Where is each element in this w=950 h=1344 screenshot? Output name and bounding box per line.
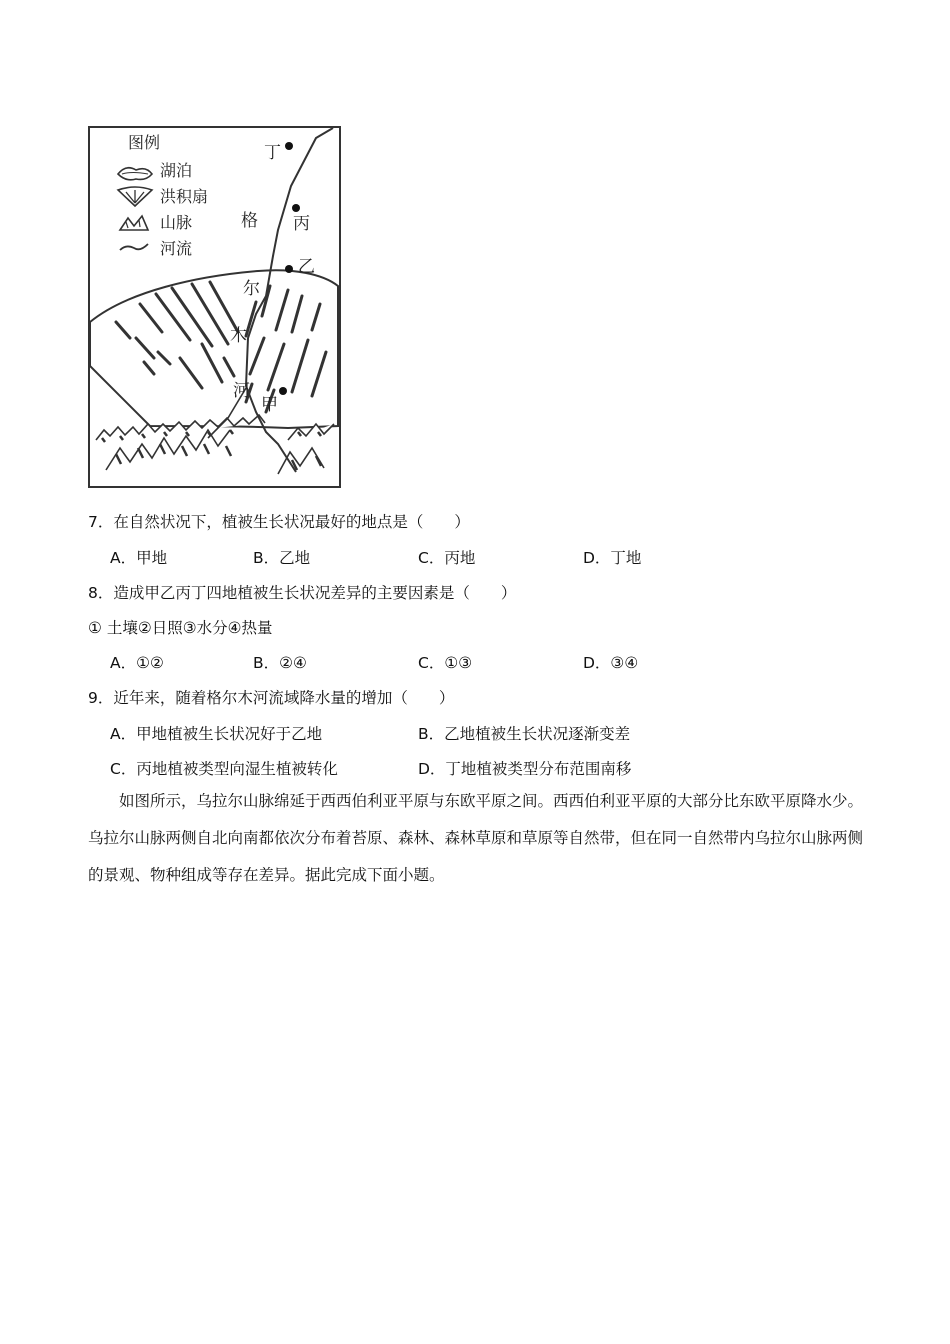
river-label-er: 尔 — [243, 279, 260, 299]
legend-label-lake: 湖泊 — [160, 161, 193, 180]
legend-label-mountain: 山脉 — [160, 213, 193, 232]
point-jia-dot — [279, 387, 287, 395]
legend-label-river: 河流 — [160, 239, 193, 258]
legend-label-fan: 洪积扇 — [160, 187, 209, 206]
point-jia-label: 甲 — [261, 395, 278, 415]
question-7-option-b[interactable]: B．乙地 — [253, 549, 311, 567]
point-bing-dot — [292, 204, 300, 212]
point-yi-dot — [285, 265, 293, 273]
river-label-he: 河 — [233, 381, 250, 401]
question-9-option-a[interactable]: A．甲地植被生长状况好于乙地 — [110, 725, 323, 743]
passage-paragraph: 如图所示，乌拉尔山脉绵延于西西伯利亚平原与东欧平原之间。西西伯利亚平原的大部分比东欧平原降水少。乌拉尔山脉两侧自北向南都依次分布着苔原、森林、森林草原和草原等自然带，但在同一自然带内乌拉尔山脉两侧的景观、物种组成等存在差异。据此完成下面小题。 — [88, 792, 864, 884]
map-figure — [88, 126, 341, 488]
question-9-option-c[interactable]: C．丙地植被类型向湿生植被转化 — [110, 760, 338, 778]
question-7-option-a[interactable]: A．甲地 — [110, 549, 168, 567]
river-label-ge: 格 — [241, 211, 258, 231]
question-8-note: ① 土壤②日照③水分④热量 — [88, 619, 273, 637]
point-ding-dot — [285, 142, 293, 150]
point-yi-label: 乙 — [298, 257, 315, 277]
question-9-option-b[interactable]: B．乙地植被生长状况逐渐变差 — [418, 725, 631, 743]
question-8-option-a[interactable]: A．①② — [110, 654, 164, 672]
question-8-option-c[interactable]: C．①③ — [418, 654, 473, 672]
question-9-stem: 9．近年来，随着格尔木河流域降水量的增加（ ） — [88, 689, 455, 707]
point-ding-label: 丁 — [264, 143, 281, 163]
question-9-option-d[interactable]: D．丁地植被类型分布范围南移 — [418, 760, 632, 778]
question-7-stem: 7．在自然状况下，植被生长状况最好的地点是（ ） — [88, 513, 470, 531]
question-7-option-d[interactable]: D．丁地 — [583, 549, 642, 567]
legend-title: 图例 — [128, 133, 161, 152]
question-8-option-d[interactable]: D．③④ — [583, 654, 639, 672]
question-8-stem: 8．造成甲乙丙丁四地植被生长状况差异的主要因素是（ ） — [88, 584, 517, 602]
point-bing-label: 丙 — [293, 214, 310, 234]
river-label-mu: 木 — [230, 326, 247, 346]
question-7-option-c[interactable]: C．丙地 — [418, 549, 476, 567]
question-8-option-b[interactable]: B．②④ — [253, 654, 307, 672]
